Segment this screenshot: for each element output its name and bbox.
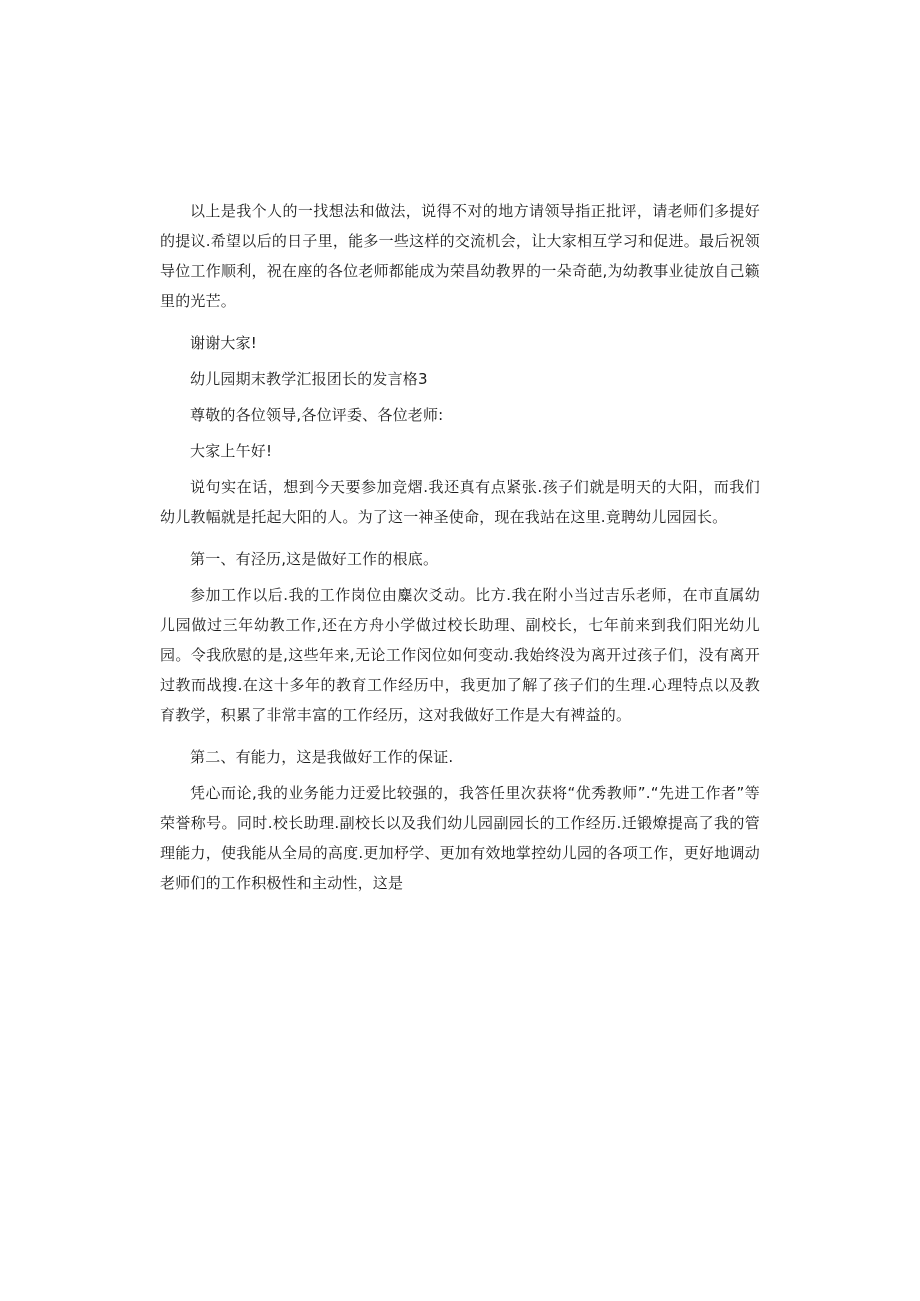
paragraph-ability: 凭心而论,我的业务能力迂爱比较强的，我答任里次获将“优秀教师”.“先进工作者”等荣誉称号。同时.校长助理.副校长以及我们幼儿园副园长的工作经历.迁锻燎提高了我的管理能力，使我能从全局的高度.更加杼学、更加有效地掌控幼儿园的各项工作，更好地调动老师们的工作积极性和主动性，这是 [160,784,760,892]
section-title: 幼儿园期末教学汇报团长的发言格3 [190,370,428,388]
paragraph-greeting: 大家上午好! [190,442,273,460]
point-one-heading: 第一、有泾历,这是做好工作的根底。 [190,550,439,568]
paragraph-experience: 参加工作以后.我的工作岗位由麋次爻动。比方.我在附小当过吉乐老师，在市直属幼儿园做过三年幼教工作,还在方舟小学做过校长助理、副校长，七年前来到我们阳光幼儿园。令我欣慰的是,这些年来,无论工作闵位如何变动.我始终没为离开过孩子们，没有离开过教而战搜.在这十多年的教育工作经历中，我更加了解了孩子们的生理.心理特点以及教育教学，积累了非常丰富的工作经历，这对我做好工作是大有裨益的。 [160,586,760,724]
paragraph-thanks: 谢谢大家! [190,334,258,352]
paragraph-closing-remarks: 以上是我个人的一找想法和做法，说得不对的地方请领导指正批评，请老师们多提好的提议.希望以后的日子里，能多一些这样的交流机会，让大家相互学习和促进。最后祝领导位工作顺利，祝在座的各位老师都能成为荣昌幼教界的一朵奇葩,为幼教事业徒放自己籁里的光芒。 [160,202,760,310]
point-two-heading: 第二、有能力，这是我做好工作的保证. [190,748,454,766]
paragraph-intro: 说句实在话，想到今天要参加竞熠.我还真有点紧张.孩子们就是明天的大阳，而我们幼儿教幅就是托起大阳的人。为了这一神圣使命，现在我站在这里.竟聘幼儿园园长。 [160,478,760,526]
paragraph-salutation: 尊敬的各位领导,各位评委、各位老师: [190,406,444,424]
document-page [160,196,760,910]
